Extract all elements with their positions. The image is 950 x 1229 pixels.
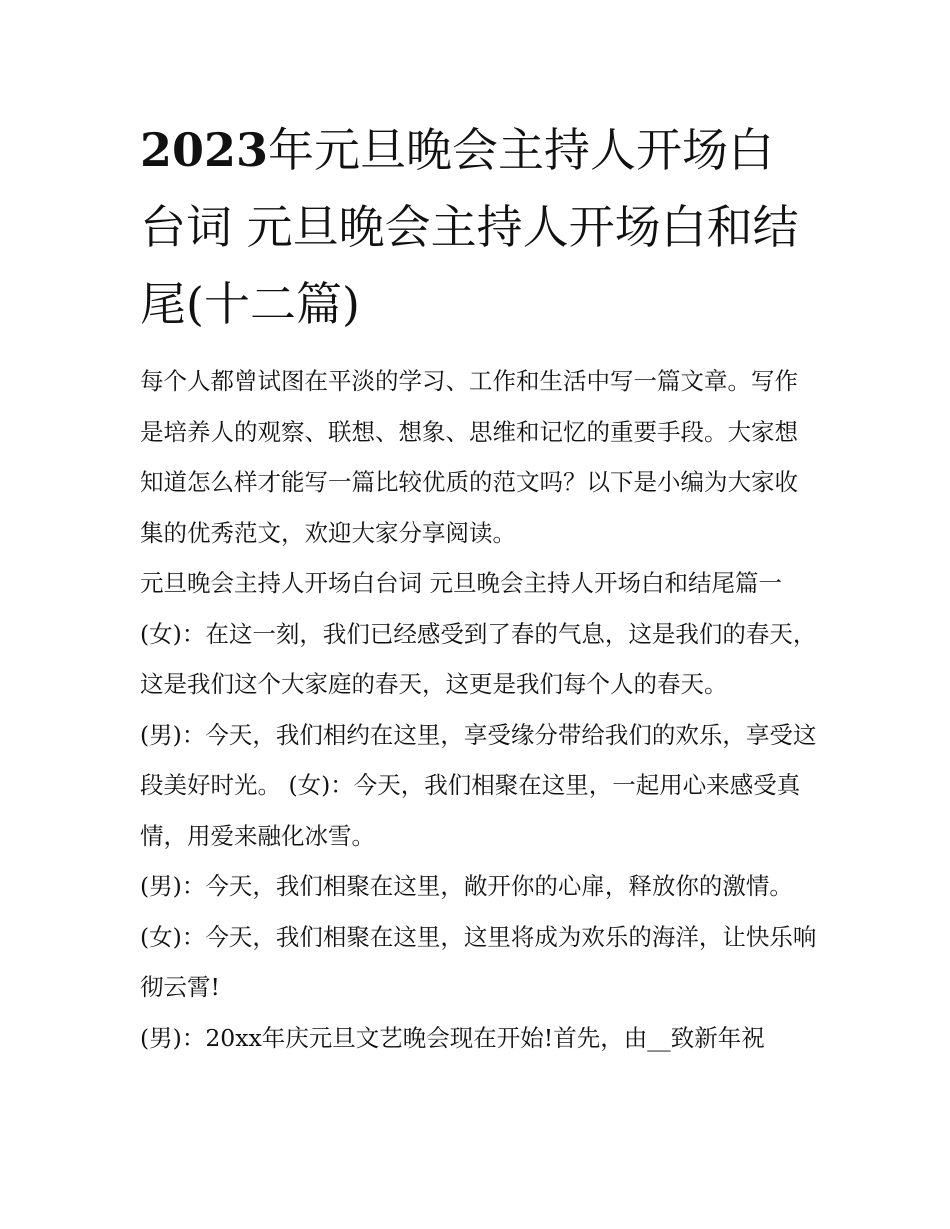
dialogue-paragraph: (男)：20xx年庆元旦文艺晚会现在开始!首先，由__致新年祝: [140, 1023, 765, 1052]
dialogue-paragraph: (男)：今天，我们相约在这里，享受缘分带给我们的欢乐，享受这段美好时光。 (女)：今天，我们相聚在这里，一起用心来感受真情，用爱来融化冰雪。: [140, 720, 817, 850]
intro-paragraph: 每个人都曾试图在平淡的学习、工作和生活中写一篇文章。写作是培养人的观察、联想、想象、思维和记忆的重要手段。大家想知道怎么样才能写一篇比较优质的范文吗？以下是小编为大家收集的优秀范文，欢迎大家分享阅读。: [140, 367, 798, 547]
title-year: 2023: [140, 123, 269, 177]
section-heading: 元旦晚会主持人开场白台词 元旦晚会主持人开场白和结尾篇一: [140, 569, 782, 597]
document-title: [140, 112, 820, 343]
dialogue-paragraph: (女)：在这一刻，我们已经感受到了春的气息，这是我们的春天，这是我们这个大家庭的春天，这更是我们每个人的春天。: [140, 619, 817, 698]
document-body: [140, 356, 820, 1063]
dialogue-paragraph: (男)：今天，我们相聚在这里，敞开你的心扉，释放你的激情。 (女)：今天，我们相聚在这里，这里将成为欢乐的海洋，让快乐响彻云霄!: [140, 872, 817, 1001]
title-text: 年元旦晚会主持人开场白台词 元旦晚会主持人开场白和结尾(十二篇): [140, 123, 799, 331]
